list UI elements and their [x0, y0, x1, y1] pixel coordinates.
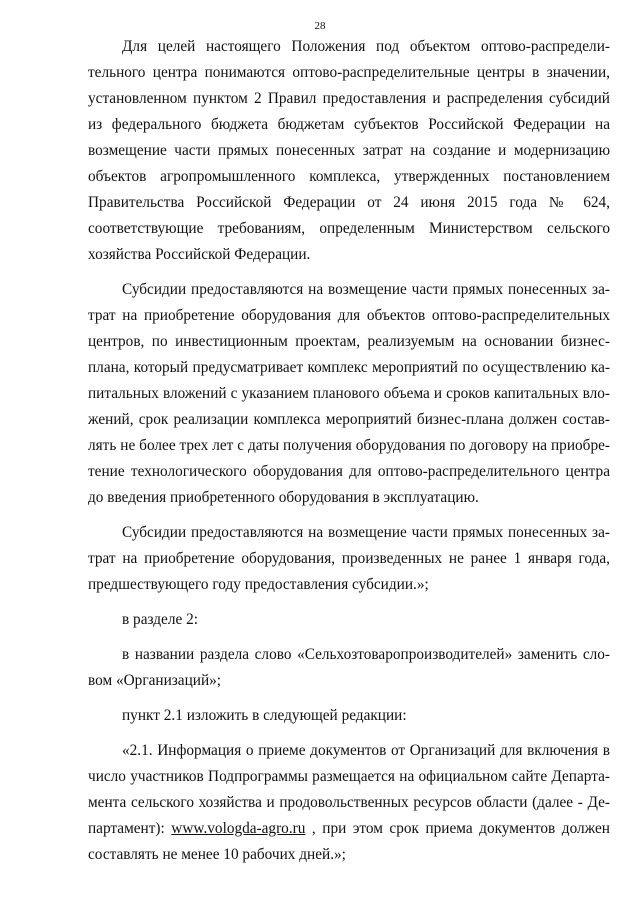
paragraph-section-title-change: в названии раздела слово «Сельхозтоваропроизводителей» заменить словом «Организаций»; — [88, 646, 610, 689]
paragraph-subsidy-equipment: Субсидии предоставляются на возмещение части прямых понесенных затрат на приобретение оборудования для объектов оптово-распределительных центров, по инвестиционным проектам, реализуемым на основании бизнес-плана, который предусматривает комплекс мероприятий по осуществлению капитальных вложений с указанием планового объема и сроков капитальных вложений, срок реализации комплекса мероприятий бизнес-плана должен составлять не более трех лет с даты получения оборудования по договору на приобретение технологического оборудования для оптово-распределительного центра до введения приобретенного оборудования в эксплуатацию. — [88, 281, 610, 506]
paragraph-section-2: в разделе 2: — [122, 611, 198, 628]
paragraph-document-acceptance — [88, 738, 610, 868]
paragraph-subsidy-date: Субсидии предоставляются на возмещение части прямых понесенных затрат на приобретение оборудования, произведенных не ранее 1 января года, предшествующего году предоставления субсидии.»; — [88, 524, 610, 593]
website-link[interactable]: www.vologda-agro.ru — [171, 820, 306, 837]
document-body — [88, 34, 610, 868]
paragraph-acceptance-text-after-link: , при этом срок приема документов должен составлять не менее 10 рабочих дней.»; — [88, 820, 610, 863]
paragraph-clause-2-1: пункт 2.1 изложить в следующей редакции: — [122, 707, 407, 724]
paragraph-osc-definition: Для целей настоящего Положения под объектом оптово-распределительного центра понимаются оптово-распределительные центры в значении, установленном пунктом 2 Правил предоставления и распределения субсидий из федерального бюджета бюджетам субъектов Российской Федерации на возмещение части прямых понесенных затрат на создание и модернизацию объектов агропромышленного комплекса, утвержденных постановлением Правительства Российской Федерации от 24 июня 2015 года № 624, соответствующие требованиям, определенным Министерством сельского хозяйства Российской Федерации. — [88, 38, 610, 263]
paragraph-acceptance-text-before-link: «2.1. Информация о приеме документов от Организаций для включения в число участников Подпрограммы размещается на официальном сайте Департамента сельского хозяйства и продовольственных ресурсов области (далее - Департамент): — [88, 742, 610, 837]
page-number: 28 — [314, 20, 326, 32]
